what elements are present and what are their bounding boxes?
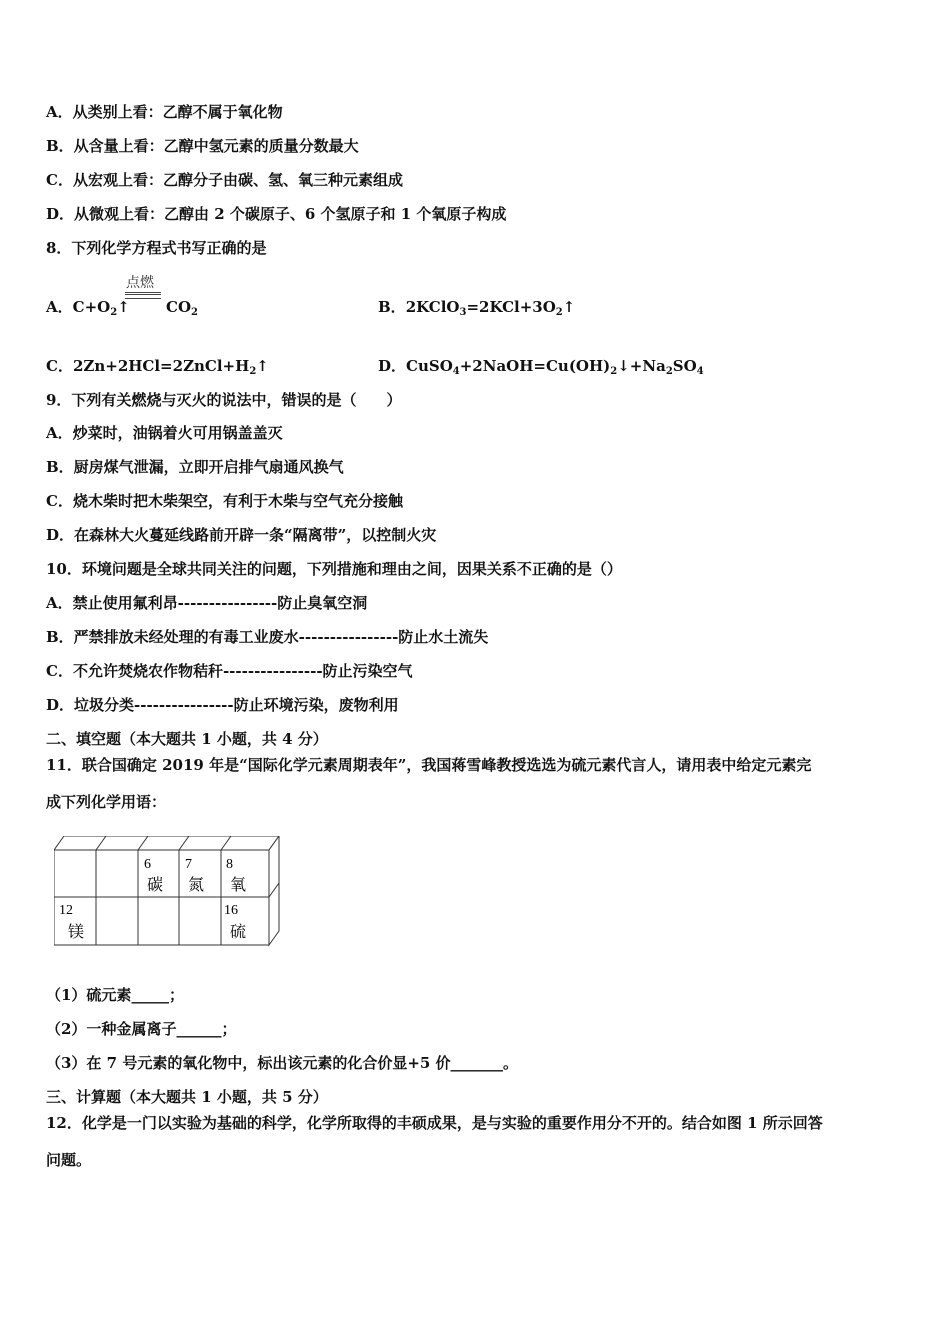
section-heading-calculation: 三、计算题（本大题共 1 小题，共 5 分） — [46, 1088, 328, 1106]
q11-stem-line2: 成下列化学用语： — [46, 793, 167, 811]
element-n-name: 氮 — [188, 875, 205, 894]
q8-option-a: A．$C+O_2↑$ — [46, 298, 130, 318]
q11-part1: （1）硫元素_____； — [46, 986, 184, 1004]
q8-option-b: B．$2KClO_3=2KCl+3O_2↑$ — [378, 298, 576, 318]
section-heading-fill-in: 二、填空题（本大题共 1 小题，共 4 分） — [46, 730, 328, 748]
q8-stem: 8．下列化学方程式书写正确的是 — [46, 239, 267, 257]
q8-option-a-product: $CO_2$ — [166, 298, 198, 318]
element-s-number: 16 — [224, 903, 238, 918]
q7-option-d: D．从微观上看：乙醇由 2 个碳原子、6 个氢原子和 1 个氧原子构成 — [46, 205, 507, 223]
element-c-number: 6 — [144, 857, 151, 872]
q7-option-b: B．从含量上看：乙醇中氢元素的质量分数最大 — [46, 137, 359, 155]
q10-option-b: B．严禁排放未经处理的有毒工业废水----------------防止水土流失 — [46, 628, 489, 646]
q9-option-b: B．厨房煤气泄漏，立即开启排气扇通风换气 — [46, 458, 344, 476]
q7-option-a: A．从类别上看：乙醇不属于氧化物 — [46, 103, 283, 121]
q8-option-c: C．$2Zn+2HCl=2ZnCl+H_2↑$ — [46, 357, 269, 377]
element-mg-number: 12 — [59, 903, 73, 918]
q12-stem-line2: 问题。 — [46, 1151, 92, 1169]
element-s-name: 硫 — [230, 922, 247, 941]
reaction-equals-sign — [125, 292, 161, 299]
q10-option-a: A．禁止使用氟利昂----------------防止臭氧空洞 — [46, 594, 368, 612]
element-n-number: 7 — [185, 857, 192, 872]
element-o-number: 8 — [226, 857, 233, 872]
q11-part3: （3）在 7 号元素的氧化物中，标出该元素的化合价显+5 价_______。 — [46, 1054, 519, 1072]
q10-option-d: D．垃圾分类----------------防止环境污染，废物利用 — [46, 696, 399, 714]
q7-option-c: C．从宏观上看：乙醇分子由碳、氢、氧三种元素组成 — [46, 171, 403, 189]
element-mg-name: 镁 — [68, 922, 85, 941]
q11-stem-line1: 11．联合国确定 2019 年是“国际化学元素周期表年”，我国蒋雪峰教授选选为硫元素代言人，请用表中给定元素完 — [46, 756, 812, 774]
q9-option-c: C．烧木柴时把木柴架空，有利于木柴与空气充分接触 — [46, 492, 403, 510]
periodic-table-fragment — [54, 836, 284, 948]
q9-option-d: D．在森林大火蔓延线路前开辟一条“隔离带”，以控制火灾 — [46, 526, 437, 544]
element-o-name: 氧 — [230, 875, 247, 894]
q10-stem: 10．环境问题是全球共同关注的问题，下列措施和理由之间，因果关系不正确的是（） — [46, 560, 622, 578]
q11-part2: （2）一种金属离子______； — [46, 1020, 237, 1038]
reaction-condition: 点燃 — [126, 275, 154, 291]
q9-stem: 9．下列有关燃烧与灭火的说法中，错误的是（ ） — [46, 391, 402, 409]
q8-option-d: D．$CuSO_4+2NaOH=Cu(OH)_2↓+Na_2SO_4$ — [378, 357, 704, 377]
q12-stem-line1: 12．化学是一门以实验为基础的科学，化学所取得的丰硕成果，是与实验的重要作用分不开的。结合如图 1 所示回答 — [46, 1114, 823, 1132]
q9-option-a: A．炒菜时，油锅着火可用锅盖盖灭 — [46, 424, 283, 442]
element-c-name: 碳 — [147, 875, 164, 894]
q10-option-c: C．不允许焚烧农作物秸秆----------------防止污染空气 — [46, 662, 413, 680]
